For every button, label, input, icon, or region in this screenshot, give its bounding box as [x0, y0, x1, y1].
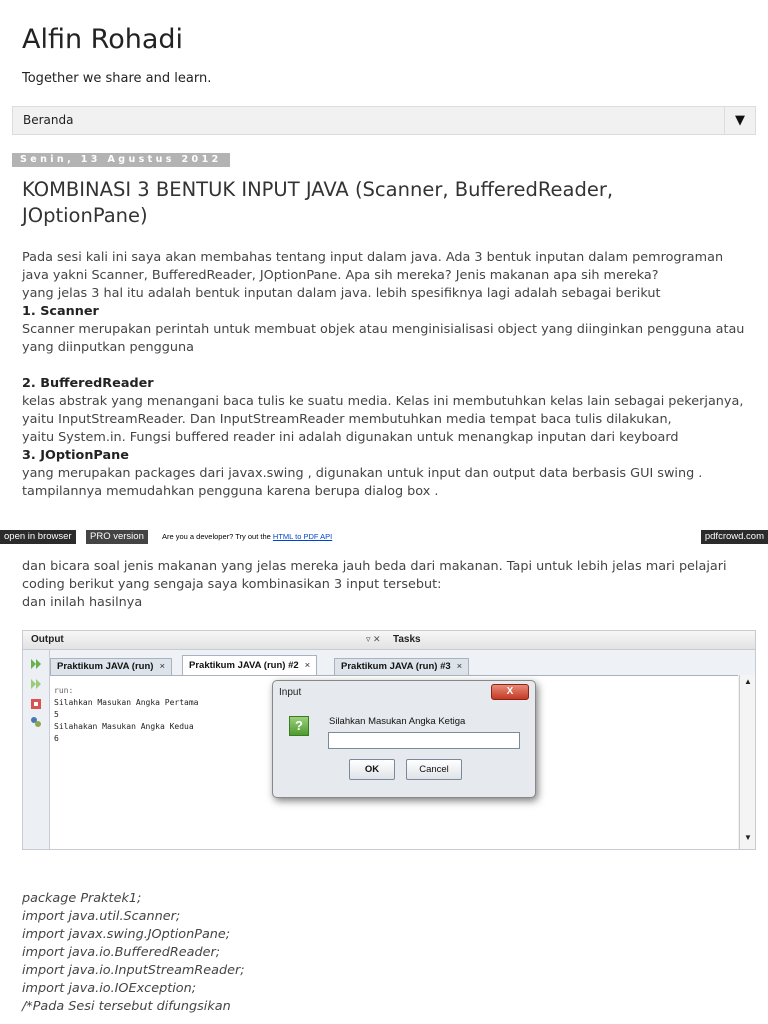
code-line: import javax.swing.JOptionPane; [22, 927, 231, 942]
settings-icon[interactable] [30, 716, 42, 728]
close-icon[interactable]: × [159, 661, 165, 672]
console-line: 6 [54, 734, 59, 743]
ok-button[interactable]: OK [349, 759, 395, 780]
text-line: yang diinputkan pengguna [22, 340, 194, 355]
text-line: tampilannya memudahkan pengguna karena berupa dialog box . [22, 484, 439, 499]
blog-title[interactable]: Alfin Rohadi [22, 24, 184, 55]
tab-run-1[interactable] [50, 658, 172, 675]
tasks-panel-title[interactable]: Tasks [393, 634, 421, 645]
post-title[interactable]: KOMBINASI 3 BENTUK INPUT JAVA (Scanner, BufferedReader, JOptionPane) [22, 178, 614, 227]
tab-run-3[interactable] [334, 658, 469, 675]
rerun-icon[interactable] [30, 658, 42, 670]
question-icon: ? [289, 716, 309, 736]
rerun-alt-icon[interactable] [30, 678, 42, 690]
section-heading-bufferedreader: 2. BufferedReader [22, 376, 154, 391]
console-scrollbar[interactable] [739, 675, 756, 849]
text-line: kelas abstrak yang menangani baca tulis ke suatu media. Kelas ini membutuhkan kelas lain sebagai pekerjanya, [22, 394, 744, 409]
tab-label: Praktikum JAVA (run) [57, 661, 154, 672]
post-intro [22, 249, 752, 501]
close-icon[interactable]: X [491, 684, 529, 700]
code-line: import java.io.IOException; [22, 981, 197, 996]
page-nav-dropdown[interactable] [12, 106, 756, 135]
developer-promo-text: Are you a developer? Try out the [162, 532, 273, 541]
console-line: run: [54, 686, 74, 695]
stop-icon[interactable] [30, 698, 42, 710]
text-line: yang merupakan packages dari javax.swing , digunakan untuk input dan output data berbasis GUI swing . [22, 466, 703, 481]
ide-output-screenshot [22, 630, 756, 850]
text-line: yaitu System.in. Fungsi buffered reader ini adalah digunakan untuk menangkap inputan dari keyboard [22, 430, 679, 445]
section-heading-joptionpane: 3. JOptionPane [22, 448, 129, 463]
code-line: /*Pada Sesi tersebut difungsikan [22, 999, 231, 1014]
text-line: Pada sesi kali ini saya akan membahas tentang input dalam java. Ada 3 bentuk inputan dalam pemrograman [22, 250, 724, 265]
open-in-browser-link[interactable]: open in browser [0, 530, 76, 544]
text-line: Scanner merupakan perintah untuk membuat objek atau menginisialisasi object yang diinginkan pengguna atau [22, 322, 745, 337]
code-line: package Praktek1; [22, 891, 142, 906]
text-line: java yakni Scanner, BufferedReader, JOptionPane. Apa sih mereka? Jenis makanan apa sih mereka? [22, 268, 659, 283]
window-controls-icon[interactable]: ▿ ✕ [366, 634, 381, 644]
ide-output-header [23, 631, 755, 650]
close-icon[interactable]: × [456, 661, 463, 672]
console-line: 5 [54, 710, 59, 719]
dialog-input-field[interactable] [328, 732, 520, 749]
code-line: import java.io.BufferedReader; [22, 945, 221, 960]
pro-version-link[interactable]: PRO version [86, 530, 148, 544]
scroll-down-icon[interactable]: ▼ [744, 833, 752, 842]
pdfcrowd-link[interactable]: pdfcrowd.com [701, 530, 768, 544]
blog-tagline: Together we share and learn. [22, 71, 212, 86]
ide-side-toolbar [23, 650, 50, 849]
post-date: Senin, 13 Agustus 2012 [12, 153, 230, 167]
code-line: import java.util.Scanner; [22, 909, 181, 924]
post-after-text [22, 558, 752, 612]
close-icon[interactable]: × [304, 660, 311, 671]
text-line: yaitu InputStreamReader. Dan InputStreamReader membutuhkan media tempat baca tulis dilakukan, [22, 412, 672, 427]
developer-promo [162, 532, 332, 541]
cancel-button[interactable]: Cancel [406, 759, 462, 780]
dialog-message: Silahkan Masukan Angka Ketiga [329, 716, 466, 727]
tab-label: Praktikum JAVA (run) #3 [341, 661, 451, 672]
output-panel-title[interactable]: Output [31, 634, 64, 645]
pdfcrowd-bar [0, 530, 768, 544]
tab-label: Praktikum JAVA (run) #2 [189, 660, 299, 671]
console-line: Silahkan Masukan Angka Pertama [54, 698, 199, 707]
console-line: Silahakan Masukan Angka Kedua [54, 722, 194, 731]
text-line: dan bicara soal jenis makanan yang jelas mereka jauh beda dari makanan. Tapi untuk lebih jelas mari pelajari [22, 559, 727, 574]
chevron-down-icon[interactable]: ▼ [724, 107, 755, 134]
text-line: dan inilah hasilnya [22, 595, 143, 610]
section-heading-scanner: 1. Scanner [22, 304, 99, 319]
code-listing [22, 890, 245, 1016]
dialog-title: Input [279, 687, 302, 698]
text-line: coding berikut yang sengaja saya kombinasikan 3 input tersebut: [22, 577, 442, 592]
input-dialog [272, 680, 536, 798]
text-line: yang jelas 3 hal itu adalah bentuk inputan dalam java. lebih spesifiknya lagi adalah sebagai berikut [22, 286, 661, 301]
scroll-up-icon[interactable]: ▲ [744, 677, 752, 686]
nav-label: Beranda [23, 113, 74, 127]
tab-run-2[interactable] [182, 655, 317, 675]
html-to-pdf-api-link[interactable]: HTML to PDF API [272, 532, 333, 541]
code-line: import java.io.InputStreamReader; [22, 963, 245, 978]
